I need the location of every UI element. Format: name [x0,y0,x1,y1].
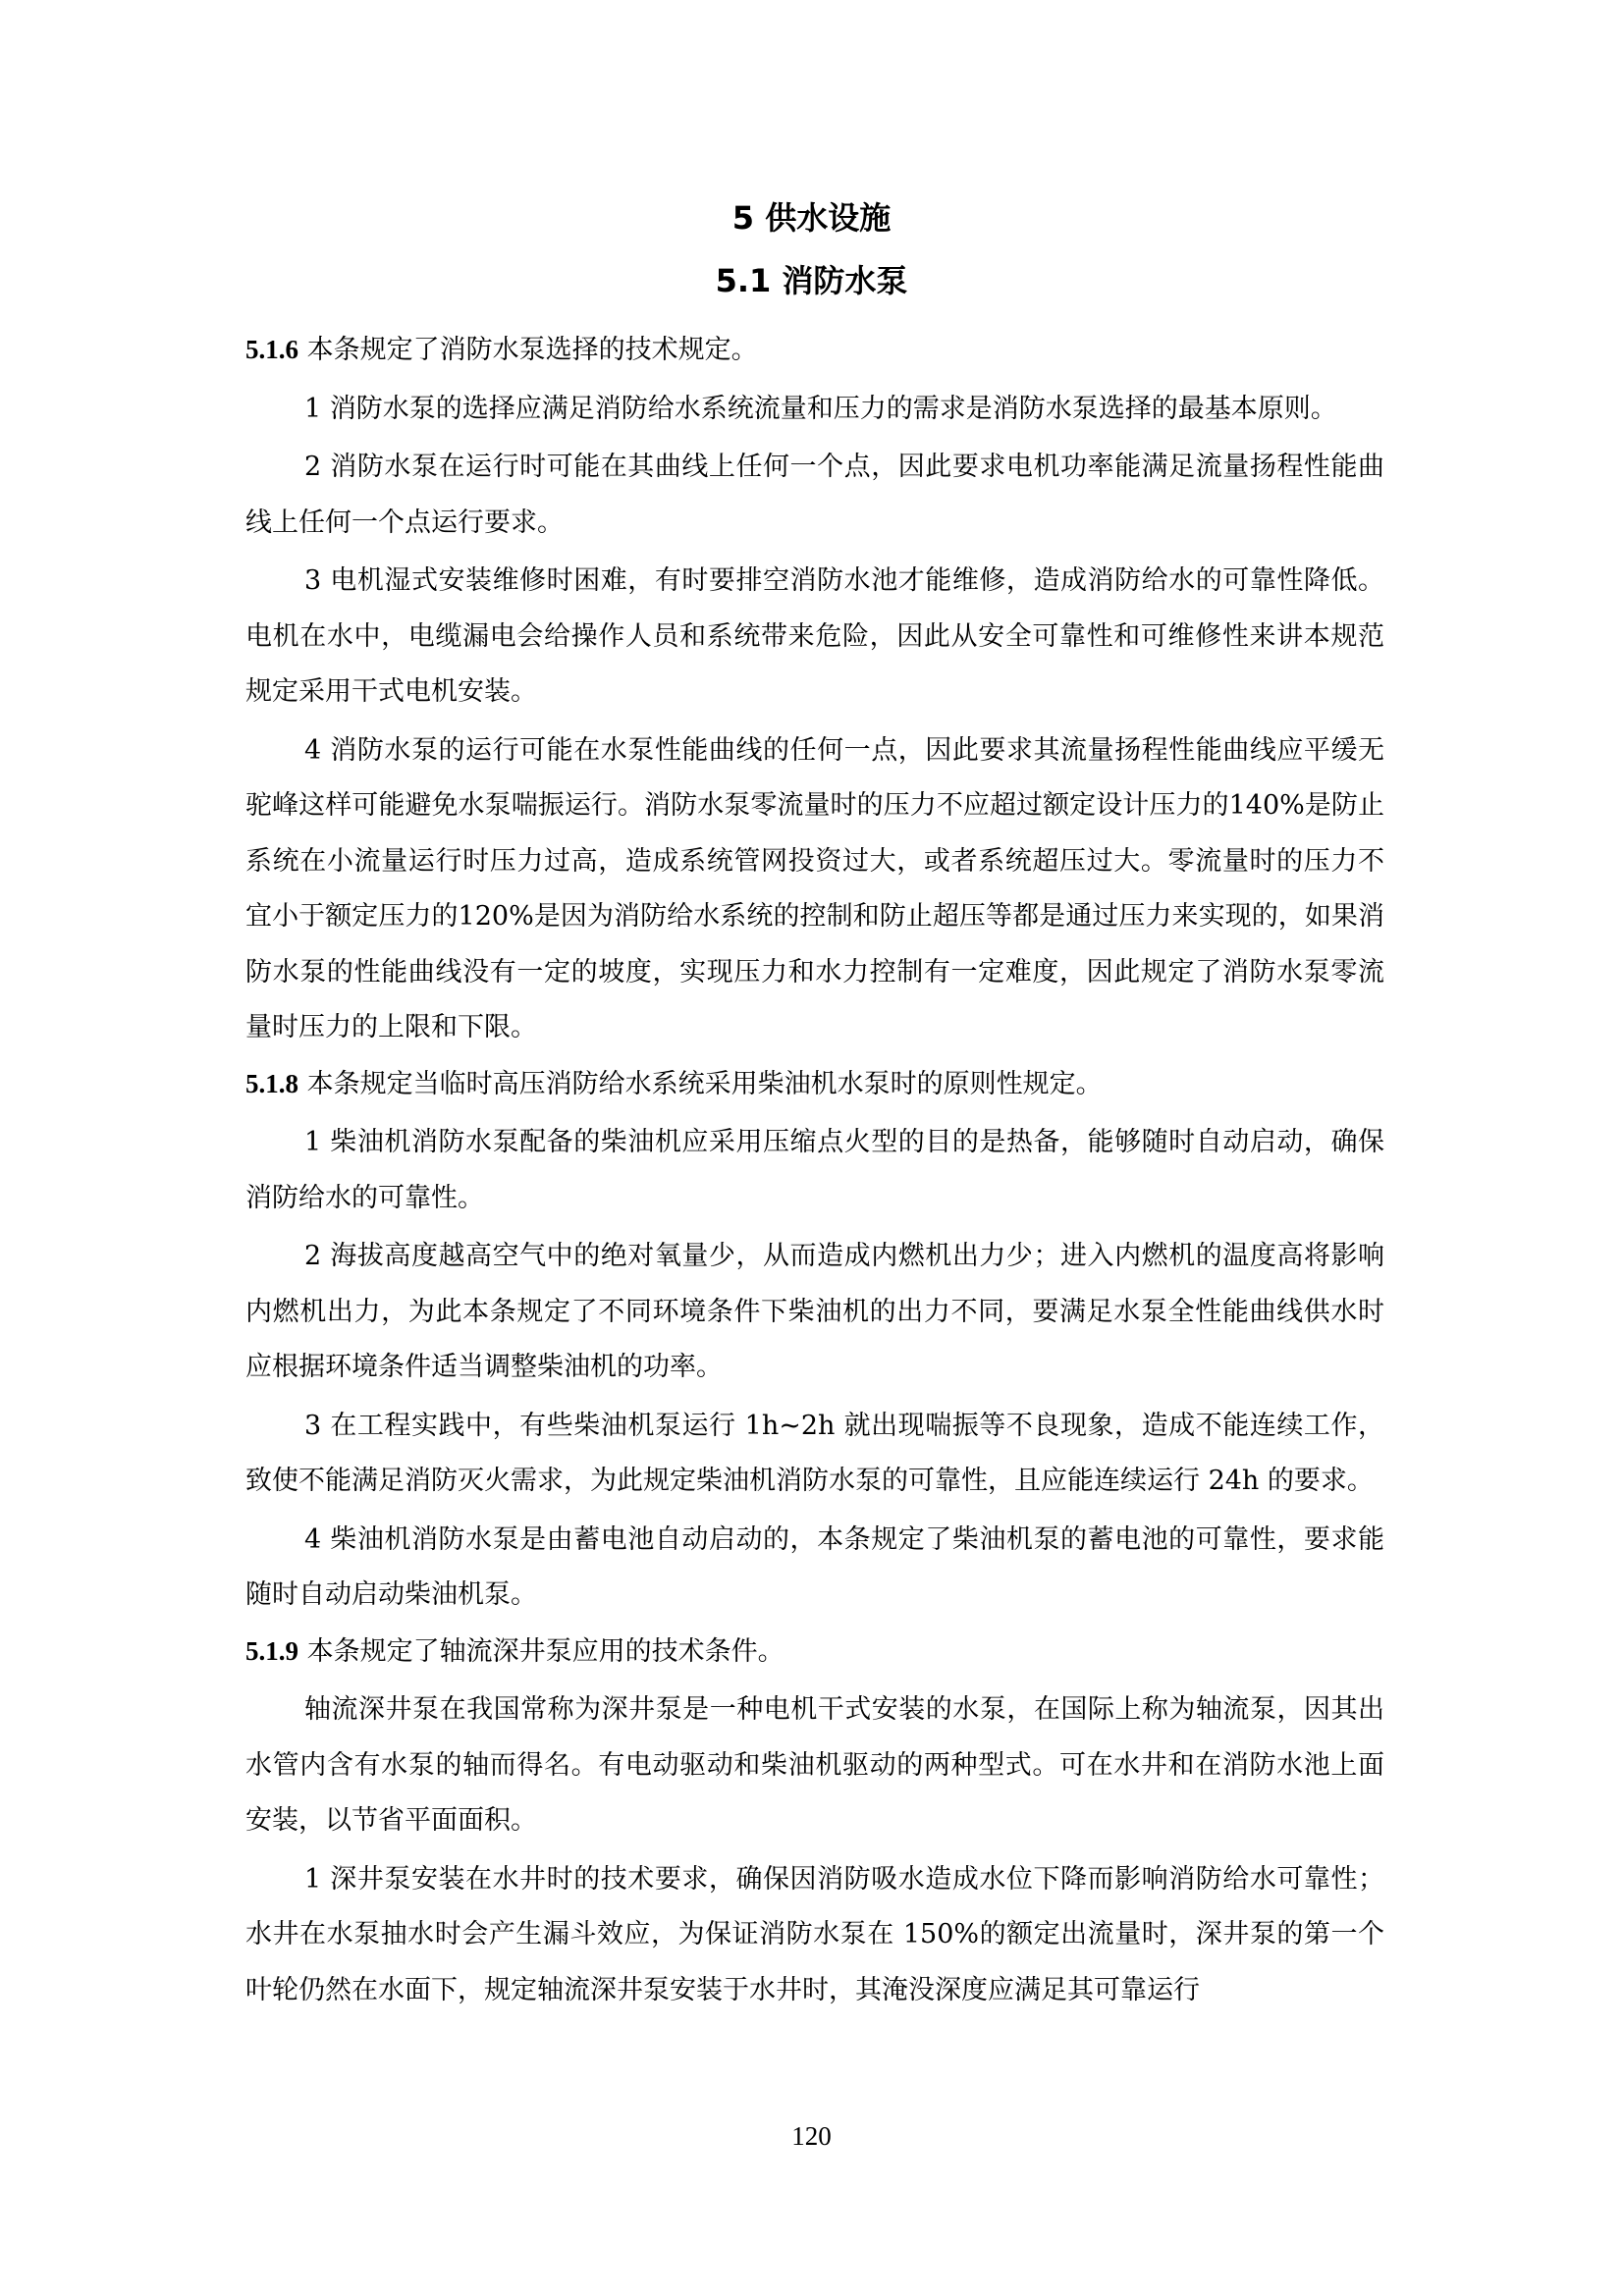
clause-paragraph: 3 在工程实践中，有些柴油机泵运行 1h~2h 就出现喘振等不良现象，造成不能连续工作，致使不能满足消防灭火需求，为此规定柴油机消防水泵的可靠性，且应能连续运行 24h 的要求。 [245,1410,1384,1496]
chapter-title: 5 供水设施 [731,199,892,237]
clause-paragraph: 1 深井泵安装在水井时的技术要求，确保因消防吸水造成水位下降而影响消防给水可靠性；水井在水泵抽水时会产生漏斗效应，为保证消防水泵在 150%的额定出流量时，深井泵的第一个叶轮仍然在水面下，规定轴流深井泵安装于水井时，其淹没深度应满足其可靠运行 [245,1863,1384,2005]
clause-paragraph: 2 海拔高度越高空气中的绝对氧量少，从而造成内燃机出力少；进入内燃机的温度高将影响内燃机出力，为此本条规定了不同环境条件下柴油机的出力不同，要满足水泵全性能曲线供水时应根据环境条件适当调整柴油机的功率。 [245,1241,1384,1382]
page-number: 120 [791,2121,832,2151]
clause-paragraph: 4 消防水泵的运行可能在水泵性能曲线的任何一点，因此要求其流量扬程性能曲线应平缓无驼峰这样可能避免水泵喘振运行。消防水泵零流量时的压力不应超过额定设计压力的140%是防止系统在小流量运行时压力过高，造成系统管网投资过大，或者系统超压过大。零流量时的压力不宜小于额定压力的120%是因为消防给水系统的控制和防止超压等都是通过压力来实现的，如果消防水泵的性能曲线没有一定的坡度，实现压力和水力控制有一定难度，因此规定了消防水泵零流量时压力的上限和下限。 [245,734,1384,1042]
clause-heading [245,322,1384,379]
clause-heading [245,1056,1384,1113]
clause-paragraph: 1 消防水泵的选择应满足消防给水系统流量和压力的需求是消防水泵选择的最基本原则。 [304,393,1337,424]
body-text [245,322,1384,2018]
clause-number: 5.1.6 [245,335,298,364]
clause-number: 5.1.8 [245,1068,298,1098]
clause-intro: 本条规定了消防水泵选择的技术规定。 [306,335,758,365]
clause-number: 5.1.9 [245,1635,298,1666]
clause-paragraph: 1 柴油机消防水泵配备的柴油机应采用压缩点火型的目的是热备，能够随时自动启动，确保消防给水的可靠性。 [245,1127,1384,1213]
clause-heading [245,1624,1384,1681]
clause-paragraph: 4 柴油机消防水泵是由蓄电池自动启动的，本条规定了柴油机泵的蓄电池的可靠性，要求能随时自动启动柴油机泵。 [245,1523,1384,1610]
clause-intro: 本条规定了轴流深井泵应用的技术条件。 [306,1635,784,1667]
clause-paragraph: 3 电机湿式安装维修时困难，有时要排空消防水池才能维修，造成消防给水的可靠性降低。电机在水中，电缆漏电会给操作人员和系统带来危险，因此从安全可靠性和可维修性来讲本规范规定采用干式电机安装。 [245,565,1384,707]
clause-paragraph: 2 消防水泵在运行时可能在其曲线上任何一个点，因此要求电机功率能满足流量扬程性能曲线上任何一个点运行要求。 [245,452,1384,538]
clause-paragraph: 轴流深井泵在我国常称为深井泵是一种电机干式安装的水泵，在国际上称为轴流泵，因其出水管内含有水泵的轴而得名。有电动驱动和柴油机驱动的两种型式。可在水井和在消防水池上面安装，以节省平面面积。 [245,1694,1384,1836]
section-title: 5.1 消防水泵 [715,262,908,299]
clause-intro: 本条规定当临时高压消防给水系统采用柴油机水泵时的原则性规定。 [306,1068,1103,1099]
